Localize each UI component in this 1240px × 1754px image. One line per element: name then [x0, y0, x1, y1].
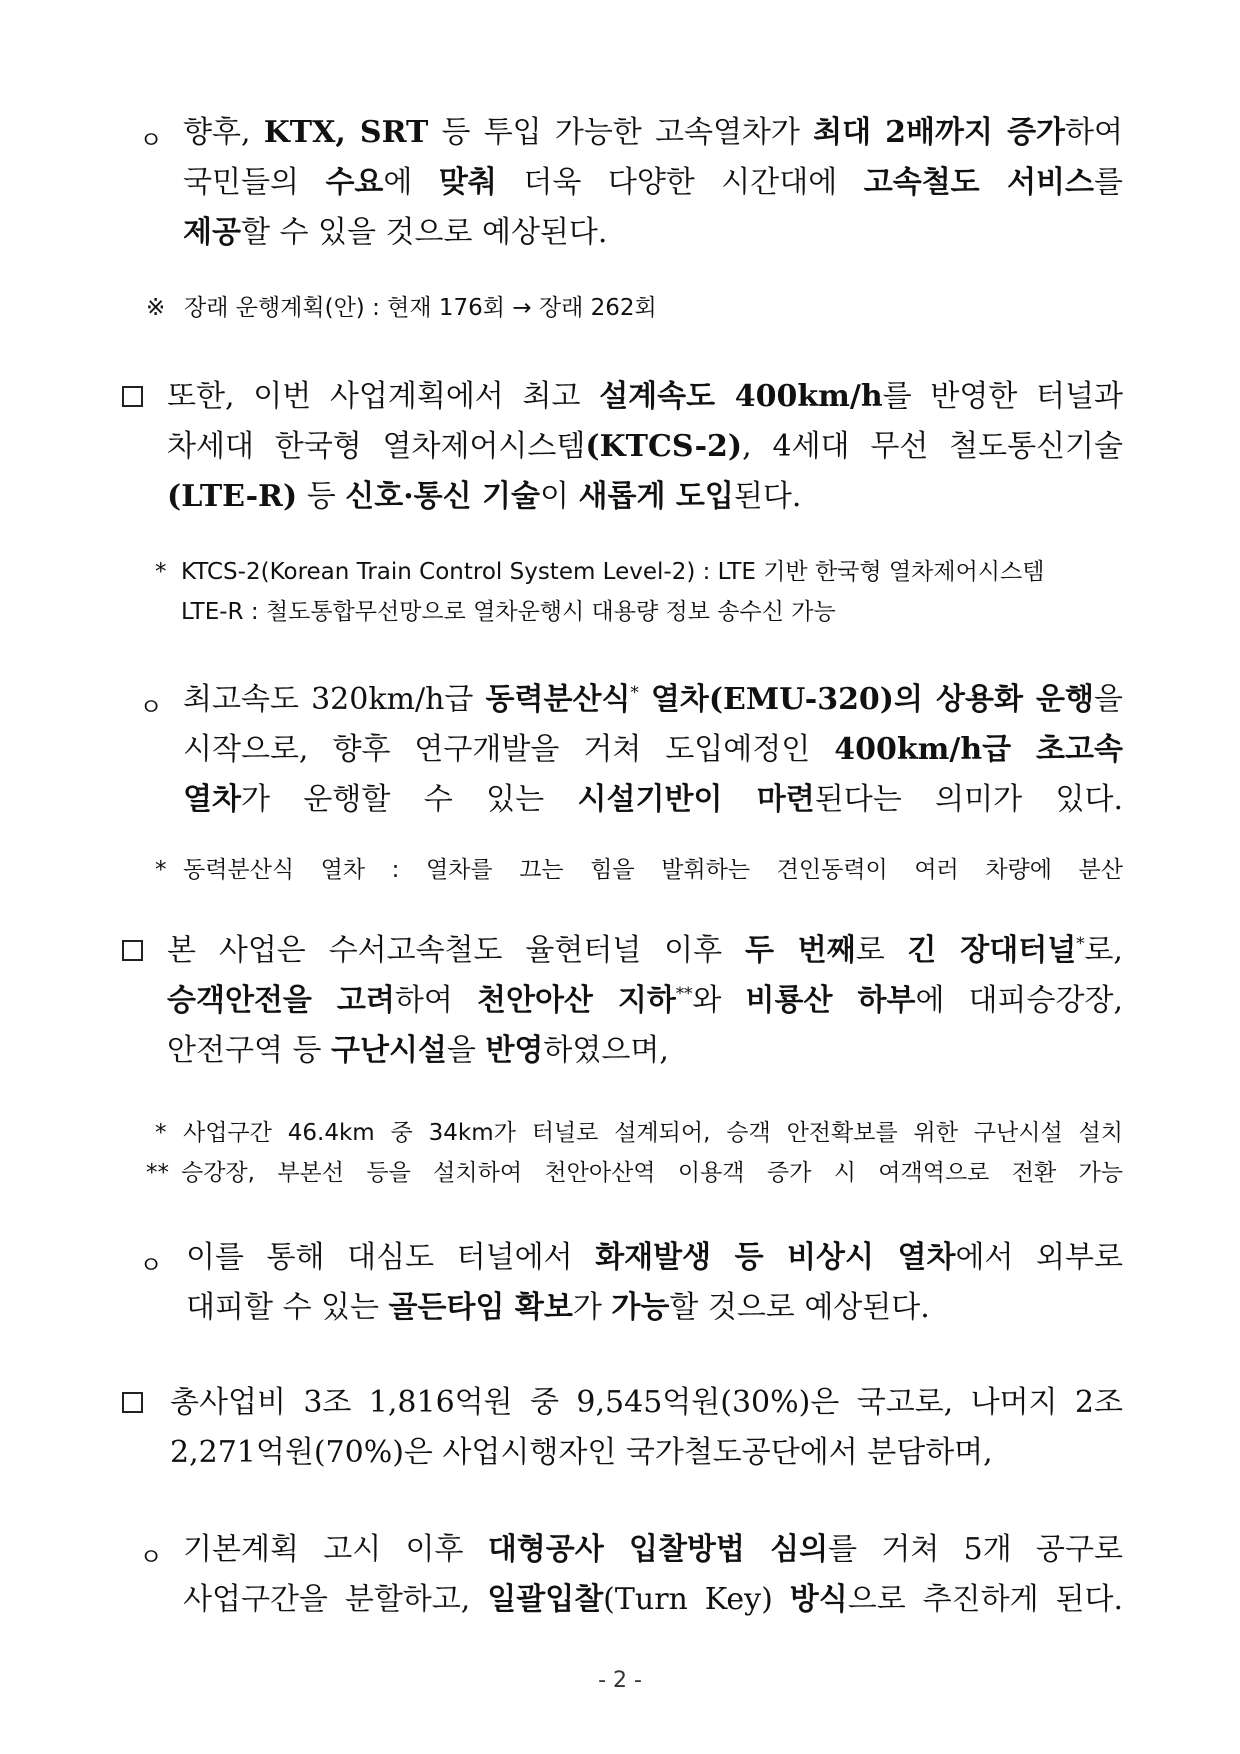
- text-line: 총사업비 3조 1,816억원 중 9,545억원(30%)은 국고로, 나머지 2조: [170, 1385, 1123, 1420]
- text-line: 향후, KTX, SRT 등 투입 가능한 고속열차가 최대 2배까지 증가하여: [183, 115, 1124, 150]
- text-line: 승객안전을 고려하여 천안아산 지하**와 비룡산 하부에 대피승강장,: [167, 983, 1123, 1018]
- text-line: 안전구역 등 구난시설을 반영하였으며,: [167, 1033, 669, 1068]
- circle-bullet-icon: ㅇ: [139, 693, 163, 721]
- text-line: 열차가 운행할 수 있는 시설기반이 마련된다는 의미가 있다.: [183, 782, 1123, 817]
- footnote-text: 사업구간 46.4km 중 34km가 터널로 설계되어, 승객 안전확보를 위한 구난시설 설치: [183, 1120, 1123, 1146]
- text-line: 사업구간을 분할하고, 일괄입찰(Turn Key) 방식으로 추진하게 된다.: [183, 1582, 1123, 1617]
- text-line: 차세대 한국형 열차제어시스템(KTCS-2), 4세대 무선 철도통신기술: [167, 429, 1124, 464]
- footnote-text: 동력분산식 열차 : 열차를 끄는 힘을 발휘하는 견인동력이 여러 차량에 분산: [183, 857, 1123, 883]
- text-line: 2,271억원(70%)은 사업시행자인 국가철도공단에서 분담하며,: [170, 1435, 993, 1470]
- circle-bullet-icon: ㅇ: [139, 126, 163, 154]
- square-bullet-icon: [122, 1392, 143, 1413]
- footnote-text: KTCS-2(Korean Train Control System Level-2) : LTE 기반 한국형 열차제어시스템: [181, 559, 1045, 585]
- text-line: 본 사업은 수서고속철도 율현터널 이후 두 번째로 긴 장대터널*로,: [167, 933, 1123, 968]
- reference-mark-icon: ※: [146, 295, 166, 321]
- asterisk-mark-icon: *: [155, 559, 167, 585]
- text-line: 최고속도 320km/h급 동력분산식* 열차(EMU-320)의 상용화 운행을: [183, 682, 1124, 717]
- text-line: 제공할 수 있을 것으로 예상된다.: [183, 215, 608, 250]
- square-bullet-icon: [122, 386, 143, 407]
- asterisk-mark-icon: *: [155, 857, 167, 883]
- text-line: 또한, 이번 사업계획에서 최고 설계속도 400km/h를 반영한 터널과: [167, 379, 1123, 414]
- circle-bullet-icon: ㅇ: [139, 1543, 163, 1571]
- text-line: 이를 통해 대심도 터널에서 화재발생 등 비상시 열차에서 외부로: [186, 1240, 1123, 1275]
- text-line: (LTE-R) 등 신호·통신 기술이 새롭게 도입된다.: [167, 479, 802, 514]
- text-line: 시작으로, 향후 연구개발을 거쳐 도입예정인 400km/h급 초고속: [183, 732, 1123, 767]
- text-line: 국민들의 수요에 맞춰 더욱 다양한 시간대에 고속철도 서비스를: [183, 165, 1123, 200]
- reference-text: 장래 운행계획(안) : 현재 176회 → 장래 262회: [184, 295, 657, 321]
- page-number: - 2 -: [598, 1668, 642, 1693]
- circle-bullet-icon: ㅇ: [139, 1251, 163, 1279]
- text-line: 대피할 수 있는 골든타임 확보가 가능할 것으로 예상된다.: [186, 1290, 930, 1325]
- double-asterisk-mark-icon: **: [146, 1160, 169, 1186]
- footnote-text: LTE-R : 철도통합무선망으로 열차운행시 대용량 정보 송수신 가능: [181, 599, 836, 625]
- footnote-text: 승강장, 부본선 등을 설치하여 천안아산역 이용객 증가 시 여객역으로 전환 가능: [181, 1160, 1123, 1186]
- asterisk-mark-icon: *: [155, 1120, 167, 1146]
- text-line: 기본계획 고시 이후 대형공사 입찰방법 심의를 거쳐 5개 공구로: [183, 1532, 1123, 1567]
- square-bullet-icon: [122, 940, 143, 961]
